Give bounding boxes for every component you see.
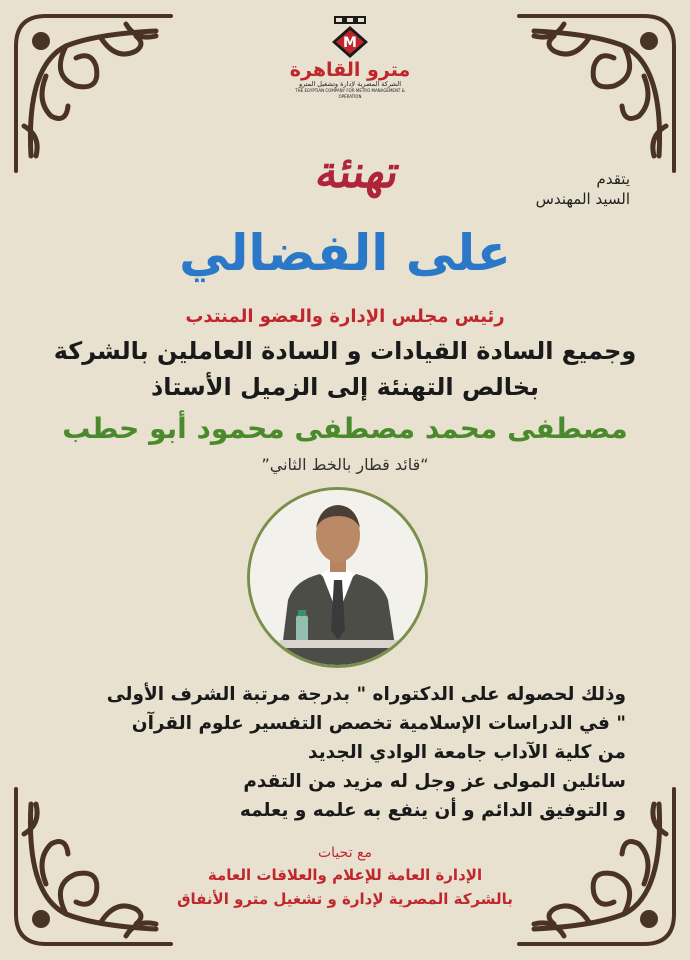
metro-logo: [285, 14, 415, 100]
body-line: وذلك لحصوله على الدكتوراه " بدرجة مرتبة الشرف الأولى: [106, 684, 626, 705]
honoree-name: مصطفى محمد مصطفى محمود أبو حطب: [62, 412, 628, 445]
all-staff-line: وجميع السادة القيادات و السادة العاملين بالشركة: [53, 337, 637, 365]
chairman-name: على الفضالي: [179, 224, 511, 282]
greetings-department: الإدارة العامة للإعلام والعلاقات العامة: [207, 866, 483, 884]
logo-subtitle: الشركة المصرية لإدارة وتشغيل المترو: [298, 80, 402, 88]
greetings-with: مع تحيات: [317, 845, 372, 861]
honoree-role: “قائد قطار بالخط الثاني”: [261, 455, 429, 474]
body-line: من كلية الآداب جامعة الوادي الجديد: [308, 742, 626, 763]
logo-name: مترو القاهرة: [289, 59, 411, 81]
body-text: [46, 680, 626, 825]
body-line: سائلين المولى عز وجل له مزيد من التقدم: [243, 771, 626, 792]
honoree-photo: [247, 487, 428, 668]
chairman-title: رئيس مجلس الإدارة والعضو المنتدب: [185, 306, 505, 327]
greetings-company: بالشركة المصرية لإدارة و تشغيل مترو الأنفاق: [177, 890, 513, 908]
body-line: و التوفيق الدائم و أن ينفع به علمه و يعلمه: [239, 800, 626, 821]
svg-text:M: M: [343, 35, 357, 51]
metro-m-icon: [328, 14, 372, 58]
presents-label: يتقدم: [596, 170, 630, 188]
congrats-line: بخالص التهنئة إلى الزميل الأستاذ: [150, 373, 540, 401]
logo-subtitle-en: THE EGYPTIAN COMPANY FOR METRO MANAGEMENT & OPERATION: [295, 88, 405, 99]
congratulations-heading: تهنئة: [312, 147, 403, 198]
engineer-title: السيد المهندس: [535, 190, 630, 208]
corner-ornament-top-right: [509, 6, 684, 181]
body-line: " في الدراسات الإسلامية تخصص التفسير علوم القرآن: [131, 713, 626, 734]
corner-ornament-top-left: [6, 6, 181, 181]
